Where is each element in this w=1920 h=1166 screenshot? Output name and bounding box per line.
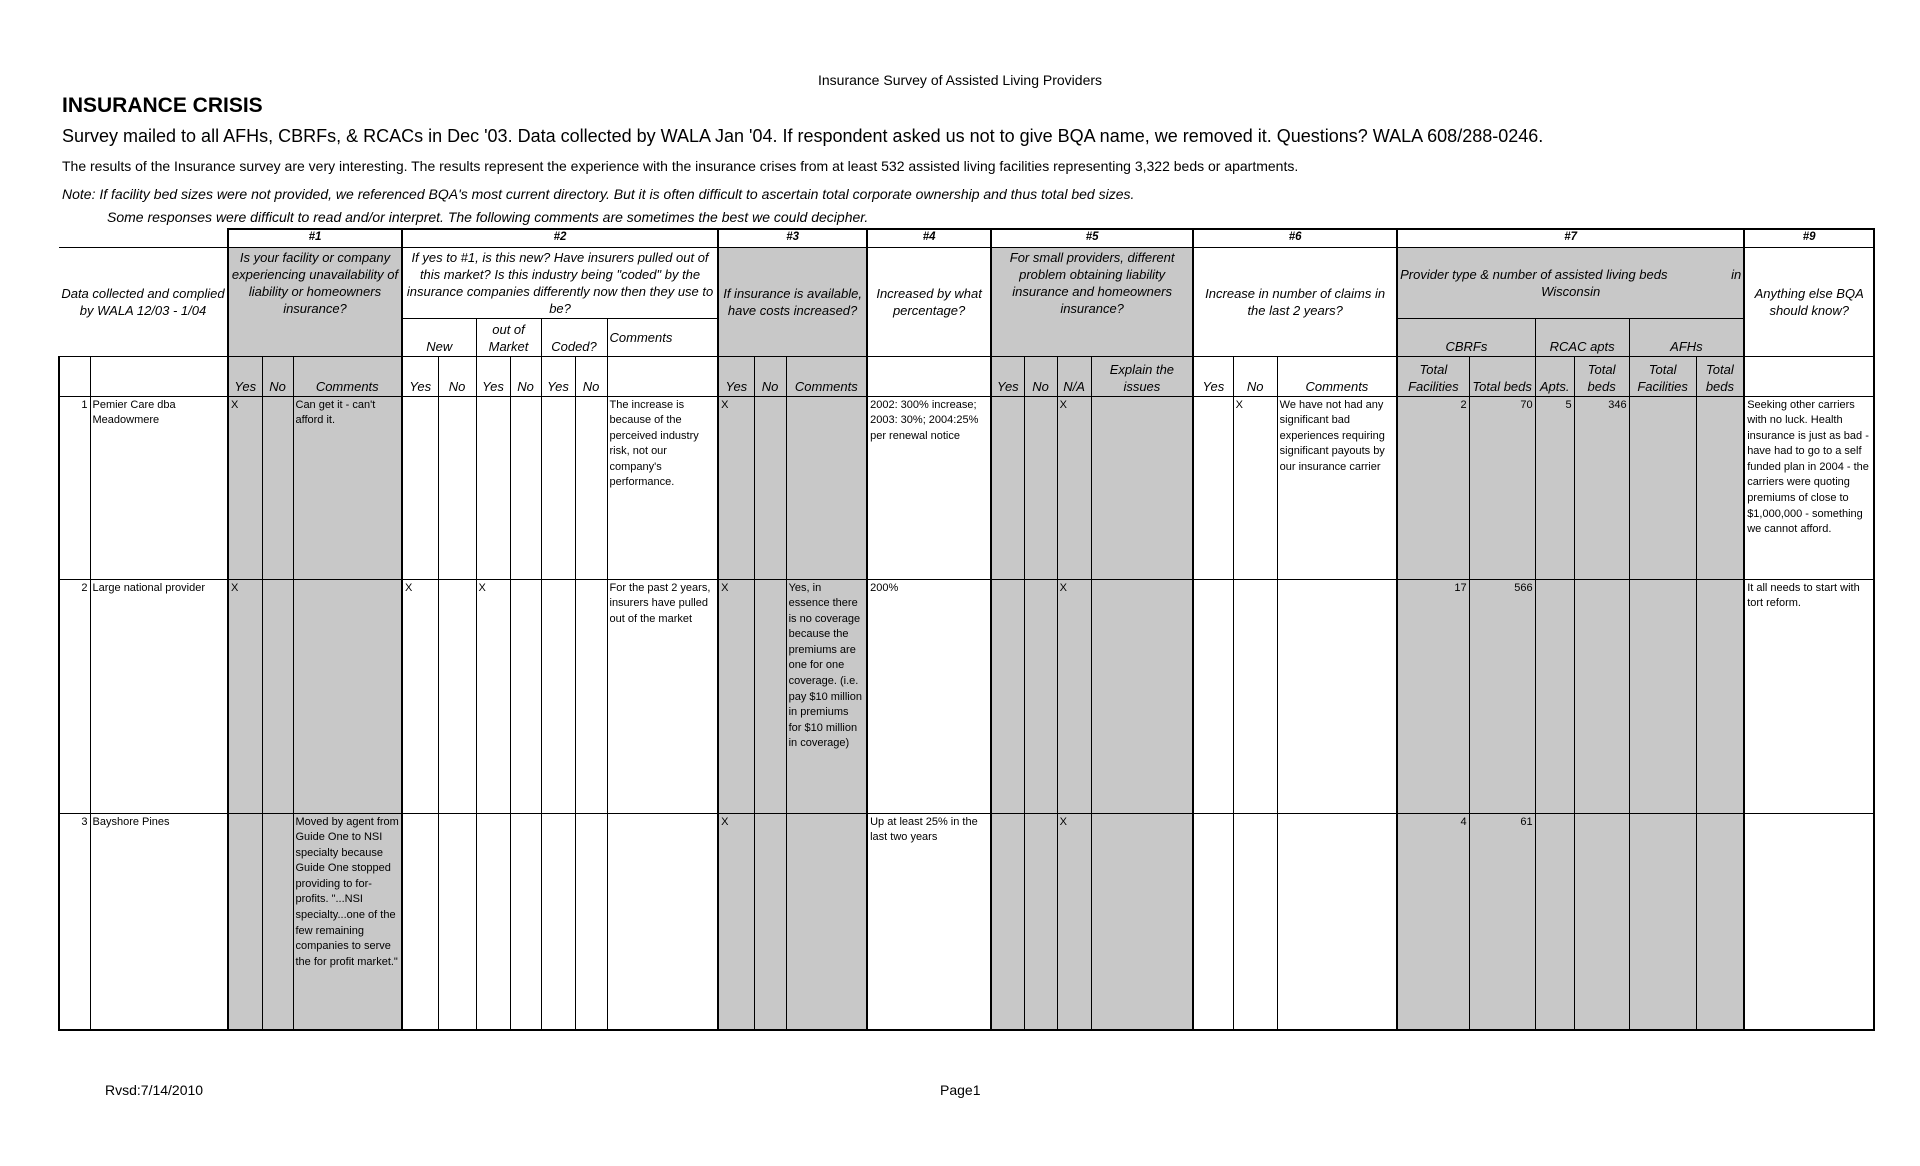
- q6-yes-cell: [1193, 813, 1233, 1030]
- afh-beds-cell: [1696, 396, 1744, 579]
- q2-coded-no-header: No: [575, 356, 607, 396]
- q4-cell: 2002: 300% increase; 2003: 30%; 2004:25% per renewal notice: [867, 396, 991, 579]
- q7-number: #7: [1397, 229, 1744, 247]
- q2-out-of-market-group: out of Market: [476, 318, 541, 356]
- q2-coded-yes-cell: [541, 579, 575, 813]
- q5-number: #5: [991, 229, 1193, 247]
- q1-comments-cell: [293, 579, 402, 813]
- q2-out-yes-header: Yes: [476, 356, 510, 396]
- q5-explain-header: Explain the issues: [1091, 356, 1193, 396]
- q6-question: Increase in number of claims in the last 2 years?: [1193, 247, 1397, 356]
- q7-cbrfs-group: CBRFs: [1397, 318, 1535, 356]
- row-number: 2: [59, 579, 90, 813]
- rcac-apts-cell: 5: [1535, 396, 1574, 579]
- q3-no-cell: [754, 396, 786, 579]
- q3-no-cell: [754, 813, 786, 1030]
- q6-no-cell: X: [1233, 396, 1277, 579]
- q6-no-cell: [1233, 579, 1277, 813]
- survey-table: [58, 228, 1875, 1031]
- q4-cell: Up at least 25% in the last two years: [867, 813, 991, 1030]
- rcac-apts-cell: [1535, 579, 1574, 813]
- q3-yes-header: Yes: [718, 356, 754, 396]
- q7-afhs-group: AFHs: [1629, 318, 1744, 356]
- page-title: INSURANCE CRISIS: [62, 94, 263, 117]
- q2-new-yes-cell: X: [402, 579, 438, 813]
- table-row: [59, 579, 1874, 813]
- q2-new-no-cell: [438, 813, 476, 1030]
- q3-yes-cell: X: [718, 579, 754, 813]
- afh-total-facilities-header: Total Facilities: [1629, 356, 1696, 396]
- q1-number: #1: [228, 229, 402, 247]
- survey-intro: Survey mailed to all AFHs, CBRFs, & RCACs in Dec '03. Data collected by WALA Jan '04. If respondent asked us not to give BQA name, we removed it. Questions? WALA 608/288-0246.: [62, 126, 1544, 146]
- q2-comments-cell: [607, 813, 718, 1030]
- subheader-blank-num: [59, 356, 90, 396]
- table-row: [59, 396, 1874, 579]
- q1-question: Is your facility or company experiencing unavailability of liability or homeowners insurance?: [228, 247, 402, 356]
- row-number: 1: [59, 396, 90, 579]
- q6-comments-header: Comments: [1277, 356, 1397, 396]
- page-number: Page1: [940, 1082, 981, 1098]
- q2-new-yes-header: Yes: [402, 356, 438, 396]
- afh-facilities-cell: [1629, 396, 1696, 579]
- q2-out-yes-cell: [476, 813, 510, 1030]
- cbrf-facilities-cell: 2: [1397, 396, 1469, 579]
- cbrf-beds-cell: 566: [1469, 579, 1535, 813]
- cbrf-beds-cell: 61: [1469, 813, 1535, 1030]
- q9-question: Anything else BQA should know?: [1744, 247, 1874, 356]
- row-number: 3: [59, 813, 90, 1030]
- cbrf-beds-cell: 70: [1469, 396, 1535, 579]
- q2-new-no-header: No: [438, 356, 476, 396]
- cbrf-facilities-cell: 4: [1397, 813, 1469, 1030]
- q5-yes-cell: [991, 813, 1024, 1030]
- rcac-beds-cell: [1574, 813, 1629, 1030]
- q6-yes-cell: [1193, 579, 1233, 813]
- q1-comments-header: Comments: [293, 356, 402, 396]
- q5-no-cell: [1024, 396, 1057, 579]
- cbrf-facilities-cell: 17: [1397, 579, 1469, 813]
- corner-blank: [59, 229, 228, 247]
- q1-yes-cell: X: [228, 396, 262, 579]
- q2-coded-no-cell: [575, 396, 607, 579]
- q2-coded-yes-header: Yes: [541, 356, 575, 396]
- revision-date: Rvsd:7/14/2010: [105, 1082, 204, 1098]
- q2-comments-header-blank: [607, 356, 718, 396]
- survey-table-container: [58, 228, 1875, 1031]
- q1-no-cell: [262, 579, 293, 813]
- q3-number: #3: [718, 229, 867, 247]
- rcac-total-beds-header: Total beds: [1574, 356, 1629, 396]
- facility-name: Large national provider: [90, 579, 228, 813]
- q2-new-no-cell: [438, 579, 476, 813]
- q3-question: If insurance is available, have costs increased?: [718, 247, 867, 356]
- facility-name: Pemier Care dba Meadowmere: [90, 396, 228, 579]
- q2-number: #2: [402, 229, 718, 247]
- q6-number: #6: [1193, 229, 1397, 247]
- facility-name: Bayshore Pines: [90, 813, 228, 1030]
- q5-no-cell: [1024, 579, 1057, 813]
- q2-out-no-cell: [510, 813, 541, 1030]
- q2-out-no-cell: [510, 579, 541, 813]
- q2-new-yes-cell: [402, 396, 438, 579]
- q2-out-no-header: No: [510, 356, 541, 396]
- q6-no-cell: [1233, 813, 1277, 1030]
- q7-question-in: in: [1731, 266, 1742, 282]
- q1-yes-cell: X: [228, 579, 262, 813]
- subheader-blank-name: [90, 356, 228, 396]
- rcac-beds-cell: 346: [1574, 396, 1629, 579]
- note-responses: Some responses were difficult to read and/or interpret. The following comments are sometimes the best we could decipher.: [107, 209, 869, 225]
- q5-no-cell: [1024, 813, 1057, 1030]
- table-row: [59, 813, 1874, 1030]
- results-summary: The results of the Insurance survey are very interesting. The results represent the experience with the insurance crises from at least 532 assisted living facilities representing 3,322 beds or apartments.: [62, 158, 1299, 174]
- q2-new-no-cell: [438, 396, 476, 579]
- q3-comments-cell: [786, 813, 867, 1030]
- q1-no-header: No: [262, 356, 293, 396]
- q5-no-header: No: [1024, 356, 1057, 396]
- q5-explain-cell: [1091, 396, 1193, 579]
- q7-question-state: Wisconsin: [1541, 283, 1601, 299]
- question-text-row: [59, 247, 1874, 318]
- q6-comments-cell: [1277, 813, 1397, 1030]
- q9-cell: It all needs to start with tort reform.: [1744, 579, 1874, 813]
- q5-yes-cell: [991, 579, 1024, 813]
- q4-number: #4: [867, 229, 991, 247]
- q5-na-cell: X: [1057, 396, 1091, 579]
- document-header: Insurance Survey of Assisted Living Providers: [817, 72, 1103, 88]
- q9-header-blank: [1744, 356, 1874, 396]
- q6-yes-header: Yes: [1193, 356, 1233, 396]
- q1-comments-cell: Moved by agent from Guide One to NSI specialty because Guide One stopped providing to for-profits. "...NSI specialty...one of the few remaining companies to serve the for profit market.": [293, 813, 402, 1030]
- q3-no-cell: [754, 579, 786, 813]
- q5-na-cell: X: [1057, 579, 1091, 813]
- q5-na-header: N/A: [1057, 356, 1091, 396]
- q2-comments-cell: For the past 2 years, insurers have pulled out of the market: [607, 579, 718, 813]
- afh-total-beds-header: Total beds: [1696, 356, 1744, 396]
- q3-no-header: No: [754, 356, 786, 396]
- q2-coded-group: Coded?: [541, 318, 607, 356]
- note-bed-sizes: Note: If facility bed sizes were not provided, we referenced BQA's most current directory. But it is often difficult to ascertain total corporate ownership and thus total bed sizes.: [62, 186, 1135, 202]
- q5-explain-cell: [1091, 813, 1193, 1030]
- q2-comments-cell: The increase is because of the perceived industry risk, not our company's performance.: [607, 396, 718, 579]
- q4-question: Increased by what percentage?: [867, 247, 991, 356]
- q7-question: [1397, 247, 1744, 318]
- data-collected-label: Data collected and complied by WALA 12/03 - 1/04: [61, 285, 225, 318]
- q9-cell: [1744, 813, 1874, 1030]
- q1-yes-header: Yes: [228, 356, 262, 396]
- q6-comments-cell: [1277, 579, 1397, 813]
- q3-comments-cell: Yes, in essence there is no coverage because the premiums are one for one coverage. (i.e. pay $10 million in premiums for $10 million in coverage): [786, 579, 867, 813]
- q2-out-yes-cell: [476, 396, 510, 579]
- q5-question: For small providers, different problem obtaining liability insurance and homeowners insurance?: [991, 247, 1193, 356]
- rcac-apts-header: Apts.: [1535, 356, 1574, 396]
- q6-yes-cell: [1193, 396, 1233, 579]
- q7-question-text: Provider type & number of assisted living beds: [1400, 266, 1668, 282]
- afh-facilities-cell: [1629, 813, 1696, 1030]
- q1-yes-cell: [228, 813, 262, 1030]
- q2-coded-yes-cell: [541, 813, 575, 1030]
- q2-coded-yes-cell: [541, 396, 575, 579]
- cbrf-total-beds-header: Total beds: [1469, 356, 1535, 396]
- q5-yes-header: Yes: [991, 356, 1024, 396]
- afh-beds-cell: [1696, 813, 1744, 1030]
- q2-new-group: New: [402, 318, 476, 356]
- q5-explain-cell: [1091, 579, 1193, 813]
- afh-beds-cell: [1696, 579, 1744, 813]
- q2-coded-no-cell: [575, 813, 607, 1030]
- q3-comments-header: Comments: [786, 356, 867, 396]
- afh-facilities-cell: [1629, 579, 1696, 813]
- q4-cell: 200%: [867, 579, 991, 813]
- rcac-beds-cell: [1574, 579, 1629, 813]
- subheader-row: [59, 356, 1874, 396]
- q6-no-header: No: [1233, 356, 1277, 396]
- q9-cell: Seeking other carriers with no luck. Health insurance is just as bad - have had to go to a self funded plan in 2004 - the carriers were quoting premiums of close to $1,000,000 - something we cannot afford.: [1744, 396, 1874, 579]
- q2-coded-no-cell: [575, 579, 607, 813]
- q2-comments-group: Comments: [607, 318, 718, 356]
- q2-out-yes-cell: X: [476, 579, 510, 813]
- q1-comments-cell: Can get it - can't afford it.: [293, 396, 402, 579]
- q1-no-cell: [262, 396, 293, 579]
- q7-rcac-group: RCAC apts: [1535, 318, 1629, 356]
- q4-header-blank: [867, 356, 991, 396]
- rcac-apts-cell: [1535, 813, 1574, 1030]
- cbrf-total-facilities-header: Total Facilities: [1397, 356, 1469, 396]
- q9-number: #9: [1744, 229, 1874, 247]
- question-number-row: [59, 229, 1874, 247]
- q2-question: If yes to #1, is this new? Have insurers pulled out of this market? Is this industry being "coded" by the insurance companies differently now then they use to be?: [402, 247, 718, 318]
- q1-no-cell: [262, 813, 293, 1030]
- q2-out-no-cell: [510, 396, 541, 579]
- q5-yes-cell: [991, 396, 1024, 579]
- q3-comments-cell: [786, 396, 867, 579]
- q5-na-cell: X: [1057, 813, 1091, 1030]
- q2-new-yes-cell: [402, 813, 438, 1030]
- q3-yes-cell: X: [718, 396, 754, 579]
- q3-yes-cell: X: [718, 813, 754, 1030]
- q6-comments-cell: We have not had any significant bad experiences requiring significant payouts by our insurance carrier: [1277, 396, 1397, 579]
